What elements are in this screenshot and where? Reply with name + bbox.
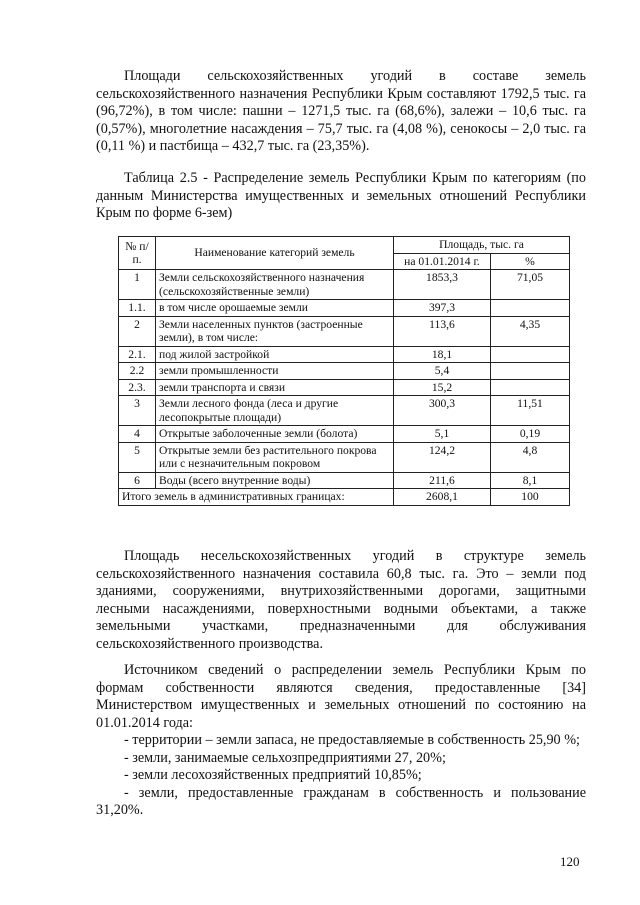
row-percent: 8,1 <box>491 472 570 489</box>
row-area: 300,3 <box>394 396 491 426</box>
list-item: - земли, занимаемые сельхозпредприятиями 27, 20%; <box>124 749 446 766</box>
row-area: 211,6 <box>394 472 491 489</box>
row-number: 5 <box>119 442 156 472</box>
total-area: 2608,1 <box>394 489 491 506</box>
row-percent <box>491 300 570 317</box>
header-category-name: Наименование категорий земель <box>156 237 394 270</box>
row-category-name: Земли сельскохозяйственного назначения (сельскохозяйственные земли) <box>156 270 394 300</box>
row-percent: 11,51 <box>491 396 570 426</box>
row-category-name: Открытые заболоченные земли (болота) <box>156 426 394 443</box>
row-area: 113,6 <box>394 316 491 346</box>
paragraph-non-agricultural-lands: Площадь несельскохозяйственных угодий в структуре земель сельскохозяйственного назначения составила 60,8 тыс. га. Это – земли под зданиями, сооружениями, внутрихозяйственными дорогами, защитными лесными насаждениями, поверхностными водными объектами, а также земельными участками, предназначенными для обслуживания сельскохозяйственного производства. <box>96 548 586 652</box>
table-total-row <box>119 489 570 506</box>
table-caption: Таблица 2.5 - Распределение земель Республики Крым по категориям (по данным Министерства имущественных и земельных отношений Республики Крым по форме 6-зем) <box>96 170 586 221</box>
table-body <box>119 270 570 489</box>
row-percent: 71,05 <box>491 270 570 300</box>
row-area: 5,4 <box>394 363 491 380</box>
table-row <box>119 442 570 472</box>
row-percent <box>491 379 570 396</box>
row-number: 6 <box>119 472 156 489</box>
page-number: 120 <box>560 854 580 869</box>
row-number: 2 <box>119 316 156 346</box>
list-item: - земли лесохозяйственных предприятий 10,85%; <box>124 767 422 783</box>
row-area: 18,1 <box>394 346 491 363</box>
row-area: 397,3 <box>394 300 491 317</box>
row-category-name: Земли населенных пунктов (застроенные земли), в том числе: <box>156 316 394 346</box>
row-number: 2.1. <box>119 346 156 363</box>
row-percent <box>491 346 570 363</box>
row-category-name: Земли лесного фонда (леса и другие лесопокрытые площади) <box>156 396 394 426</box>
table-row <box>119 472 570 489</box>
ownership-list <box>96 732 586 820</box>
row-area: 5,1 <box>394 426 491 443</box>
row-percent: 0,19 <box>491 426 570 443</box>
row-number: 1 <box>119 270 156 300</box>
header-area: Площадь, тыс. га <box>394 237 570 254</box>
row-category-name: под жилой застройкой <box>156 346 394 363</box>
row-percent: 4,8 <box>491 442 570 472</box>
table-row <box>119 346 570 363</box>
list-item: - земли, предоставленные гражданам в собственность и пользование 31,20%. <box>96 784 586 818</box>
table-row <box>119 363 570 380</box>
row-number: 2.2 <box>119 363 156 380</box>
table-row <box>119 396 570 426</box>
table-row <box>119 270 570 300</box>
table-row <box>119 300 570 317</box>
row-category-name: земли транспорта и связи <box>156 379 394 396</box>
row-number: 2.3. <box>119 379 156 396</box>
header-date: на 01.01.2014 г. <box>394 253 491 270</box>
row-category-name: земли промышленности <box>156 363 394 380</box>
row-category-name: Воды (всего внутренние воды) <box>156 472 394 489</box>
row-number: 1.1. <box>119 300 156 317</box>
row-number: 3 <box>119 396 156 426</box>
total-percent: 100 <box>491 489 570 506</box>
header-number: № п/п. <box>119 237 156 270</box>
row-area: 1853,3 <box>394 270 491 300</box>
row-area: 124,2 <box>394 442 491 472</box>
total-label: Итого земель в административных границах: <box>119 489 394 506</box>
row-category-name: в том числе орошаемые земли <box>156 300 394 317</box>
table-row <box>119 316 570 346</box>
paragraph-ownership-source: Источником сведений о распределении земель Республики Крым по формам собственности являются сведения, предоставленные [34] Министерством имущественных и земельных отношений по состоянию на 01.01.2014 года: <box>96 662 586 731</box>
header-percent: % <box>491 253 570 270</box>
land-categories-table <box>118 236 570 506</box>
table-row <box>119 426 570 443</box>
paragraph-agricultural-lands: Площади сельскохозяйственных угодий в составе земель сельскохозяйственного назначения Республики Крым составляют 1792,5 тыс. га (96,72%), в том числе: пашни – 1271,5 тыс. га (68,6%), залежи – 10,6 тыс. га (0,57%), многолетние насаждения – 75,7 тыс. га (4,08 %), сенокосы – 2,0 тыс. га (0,11 %) и пастбища – 432,7 тыс. га (23,35%). <box>96 68 586 154</box>
row-area: 15,2 <box>394 379 491 396</box>
row-number: 4 <box>119 426 156 443</box>
row-percent: 4,35 <box>491 316 570 346</box>
list-item: - территории – земли запаса, не предоставляемые в собственность 25,90 %; <box>124 732 580 748</box>
row-percent <box>491 363 570 380</box>
table-row <box>119 379 570 396</box>
row-category-name: Открытые земли без растительного покрова или с незначительным покровом <box>156 442 394 472</box>
